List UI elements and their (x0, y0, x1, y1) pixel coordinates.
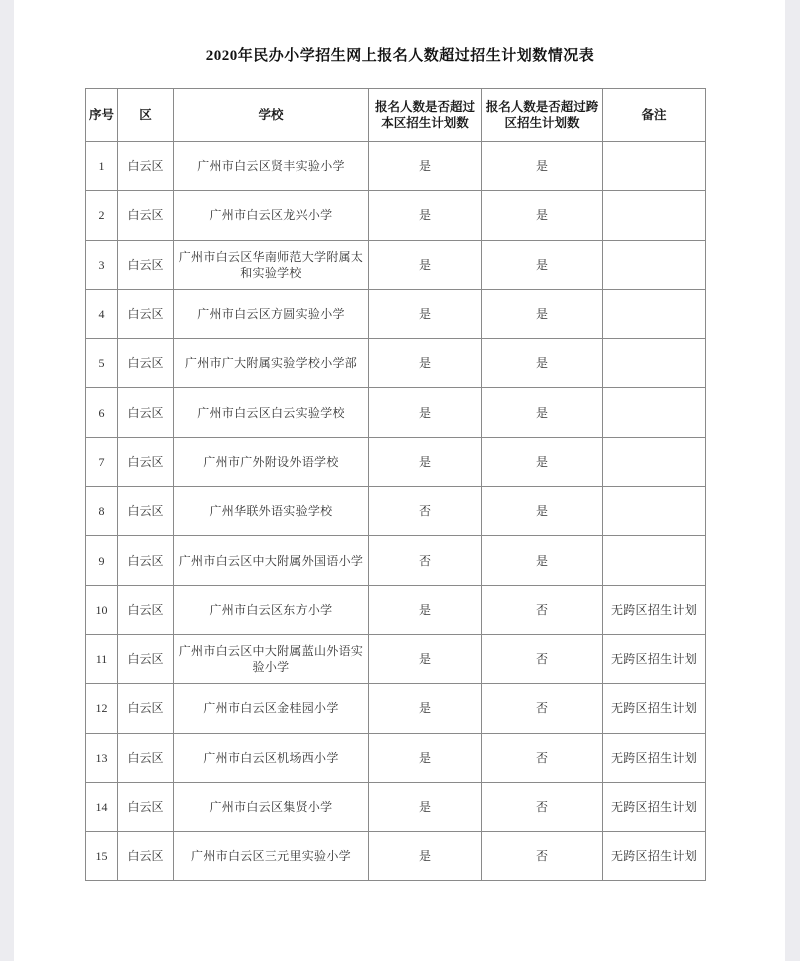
cell-district: 白云区 (118, 585, 174, 634)
cell-over-local-plan: 否 (369, 536, 482, 585)
cell-over-local-plan: 是 (369, 289, 482, 338)
cell-school: 广州市广大附属实验学校小学部 (174, 339, 369, 388)
cell-school: 广州市白云区贤丰实验小学 (174, 142, 369, 191)
header-over-cross-district-plan: 报名人数是否超过跨区招生计划数 (482, 89, 603, 142)
cell-index: 11 (86, 634, 118, 683)
cell-over-local-plan: 是 (369, 684, 482, 733)
cell-index: 6 (86, 388, 118, 437)
cell-school: 广州市白云区机场西小学 (174, 733, 369, 782)
cell-over-local-plan: 是 (369, 191, 482, 240)
cell-over-local-plan: 是 (369, 388, 482, 437)
cell-over-local-plan: 否 (369, 487, 482, 536)
cell-district: 白云区 (118, 487, 174, 536)
table-row (86, 733, 706, 782)
cell-index: 1 (86, 142, 118, 191)
table-row (86, 191, 706, 240)
cell-district: 白云区 (118, 240, 174, 289)
cell-school: 广州市白云区华南师范大学附属太和实验学校 (174, 240, 369, 289)
cell-school: 广州市广外附设外语学校 (174, 437, 369, 486)
cell-index: 3 (86, 240, 118, 289)
cell-over-cross-district-plan: 是 (482, 339, 603, 388)
cell-index: 7 (86, 437, 118, 486)
cell-district: 白云区 (118, 437, 174, 486)
cell-over-local-plan: 是 (369, 339, 482, 388)
header-over-local-plan: 报名人数是否超过本区招生计划数 (369, 89, 482, 142)
cell-over-local-plan: 是 (369, 733, 482, 782)
document-title: 2020年民办小学招生网上报名人数超过招生计划数情况表 (205, 48, 595, 64)
header-district: 区 (118, 89, 174, 142)
cell-note: 无跨区招生计划 (603, 684, 706, 733)
cell-index: 5 (86, 339, 118, 388)
cell-over-local-plan: 是 (369, 585, 482, 634)
cell-note (603, 142, 706, 191)
cell-index: 12 (86, 684, 118, 733)
cell-note: 无跨区招生计划 (603, 585, 706, 634)
cell-school: 广州市白云区集贤小学 (174, 782, 369, 831)
cell-over-cross-district-plan: 是 (482, 536, 603, 585)
cell-over-cross-district-plan: 是 (482, 289, 603, 338)
cell-over-local-plan: 是 (369, 437, 482, 486)
cell-over-cross-district-plan: 是 (482, 437, 603, 486)
cell-note: 无跨区招生计划 (603, 832, 706, 881)
cell-note: 无跨区招生计划 (603, 782, 706, 831)
table-row (86, 240, 706, 289)
table-row (86, 437, 706, 486)
cell-district: 白云区 (118, 142, 174, 191)
cell-over-local-plan: 是 (369, 782, 482, 831)
table-row (86, 142, 706, 191)
table-row (86, 634, 706, 683)
table-row (86, 832, 706, 881)
cell-district: 白云区 (118, 782, 174, 831)
cell-note (603, 240, 706, 289)
cell-district: 白云区 (118, 289, 174, 338)
cell-note (603, 339, 706, 388)
cell-note: 无跨区招生计划 (603, 733, 706, 782)
cell-over-local-plan: 是 (369, 832, 482, 881)
cell-index: 4 (86, 289, 118, 338)
cell-over-cross-district-plan: 否 (482, 684, 603, 733)
cell-district: 白云区 (118, 832, 174, 881)
table-row (86, 339, 706, 388)
cell-school: 广州市白云区三元里实验小学 (174, 832, 369, 881)
cell-school: 广州市白云区方圆实验小学 (174, 289, 369, 338)
cell-index: 8 (86, 487, 118, 536)
cell-district: 白云区 (118, 388, 174, 437)
cell-note (603, 289, 706, 338)
cell-over-cross-district-plan: 否 (482, 634, 603, 683)
cell-over-cross-district-plan: 是 (482, 142, 603, 191)
cell-school: 广州市白云区金桂园小学 (174, 684, 369, 733)
cell-note (603, 536, 706, 585)
cell-index: 14 (86, 782, 118, 831)
cell-over-cross-district-plan: 是 (482, 487, 603, 536)
cell-over-cross-district-plan: 否 (482, 733, 603, 782)
cell-over-local-plan: 是 (369, 634, 482, 683)
enrollment-table (85, 88, 706, 881)
cell-over-cross-district-plan: 否 (482, 782, 603, 831)
cell-over-cross-district-plan: 是 (482, 191, 603, 240)
table-row (86, 585, 706, 634)
cell-district: 白云区 (118, 634, 174, 683)
header-school: 学校 (174, 89, 369, 142)
cell-district: 白云区 (118, 684, 174, 733)
cell-index: 10 (86, 585, 118, 634)
cell-index: 9 (86, 536, 118, 585)
cell-school: 广州市白云区龙兴小学 (174, 191, 369, 240)
table-row (86, 684, 706, 733)
cell-over-cross-district-plan: 是 (482, 388, 603, 437)
header-index: 序号 (86, 89, 118, 142)
cell-school: 广州市白云区中大附属外国语小学 (174, 536, 369, 585)
cell-school: 广州市白云区白云实验学校 (174, 388, 369, 437)
table-row (86, 782, 706, 831)
cell-note (603, 487, 706, 536)
cell-over-local-plan: 是 (369, 142, 482, 191)
cell-district: 白云区 (118, 339, 174, 388)
cell-school: 广州华联外语实验学校 (174, 487, 369, 536)
cell-district: 白云区 (118, 191, 174, 240)
cell-school: 广州市白云区中大附属蓝山外语实验小学 (174, 634, 369, 683)
cell-index: 2 (86, 191, 118, 240)
cell-over-cross-district-plan: 是 (482, 240, 603, 289)
table-row (86, 487, 706, 536)
table-row (86, 536, 706, 585)
cell-note (603, 388, 706, 437)
cell-district: 白云区 (118, 536, 174, 585)
cell-note: 无跨区招生计划 (603, 634, 706, 683)
table-row (86, 289, 706, 338)
cell-index: 13 (86, 733, 118, 782)
cell-over-local-plan: 是 (369, 240, 482, 289)
cell-note (603, 191, 706, 240)
cell-over-cross-district-plan: 否 (482, 585, 603, 634)
cell-over-cross-district-plan: 否 (482, 832, 603, 881)
cell-index: 15 (86, 832, 118, 881)
table-row (86, 388, 706, 437)
header-note: 备注 (603, 89, 706, 142)
cell-note (603, 437, 706, 486)
table-header-row (86, 89, 706, 142)
cell-school: 广州市白云区东方小学 (174, 585, 369, 634)
cell-district: 白云区 (118, 733, 174, 782)
